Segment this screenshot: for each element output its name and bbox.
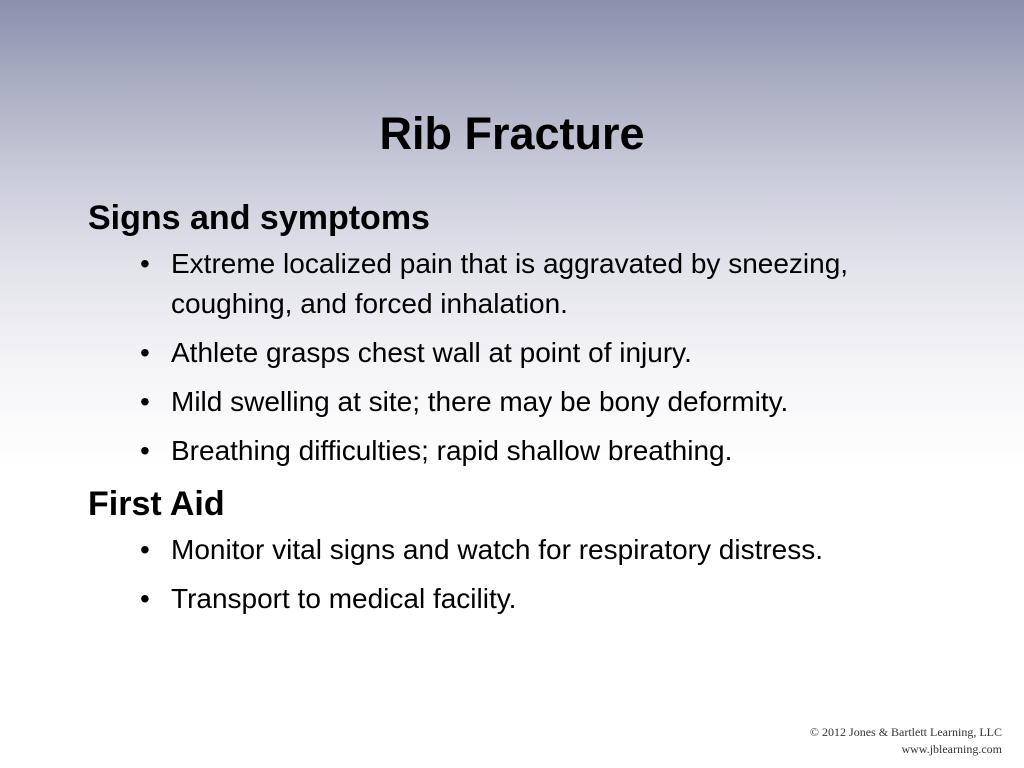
bullet-text: Athlete grasps chest wall at point of injury. [171,337,692,368]
website-text: www.jblearning.com [901,742,1002,756]
bullet-marker: • [140,248,150,279]
bullet-text: Transport to medical facility. [171,583,517,614]
bullet-list [88,244,968,471]
bullet-item [140,530,968,570]
bullet-text: Mild swelling at site; there may be bony deformity. [171,386,789,417]
bullet-item [140,333,968,373]
bullet-item [140,579,968,619]
bullet-text: Breathing difficulties; rapid shallow breathing. [171,435,733,466]
copyright-text: © 2012 Jones & Bartlett Learning, LLC [809,725,1002,739]
bullet-item [140,382,968,422]
bullet-marker: • [140,583,150,614]
bullet-marker: • [140,435,150,466]
bullet-item [140,244,968,324]
bullet-text: Extreme localized pain that is aggravated by sneezing, coughing, and forced inhalation. [171,248,849,319]
bullet-marker: • [140,337,150,368]
slide-title: Rib Fracture [379,108,645,159]
bullet-marker: • [140,386,150,417]
bullet-item [140,431,968,471]
section-signs-and-symptoms [88,194,968,471]
section-first-aid [88,480,968,619]
bullet-list [88,530,968,619]
section-heading: First Aid [88,485,225,523]
section-heading: Signs and symptoms [88,199,430,237]
bullet-marker: • [140,534,150,565]
bullet-text: Monitor vital signs and watch for respiratory distress. [171,534,824,565]
slide-content [88,194,968,628]
copyright-footer [810,724,1002,758]
